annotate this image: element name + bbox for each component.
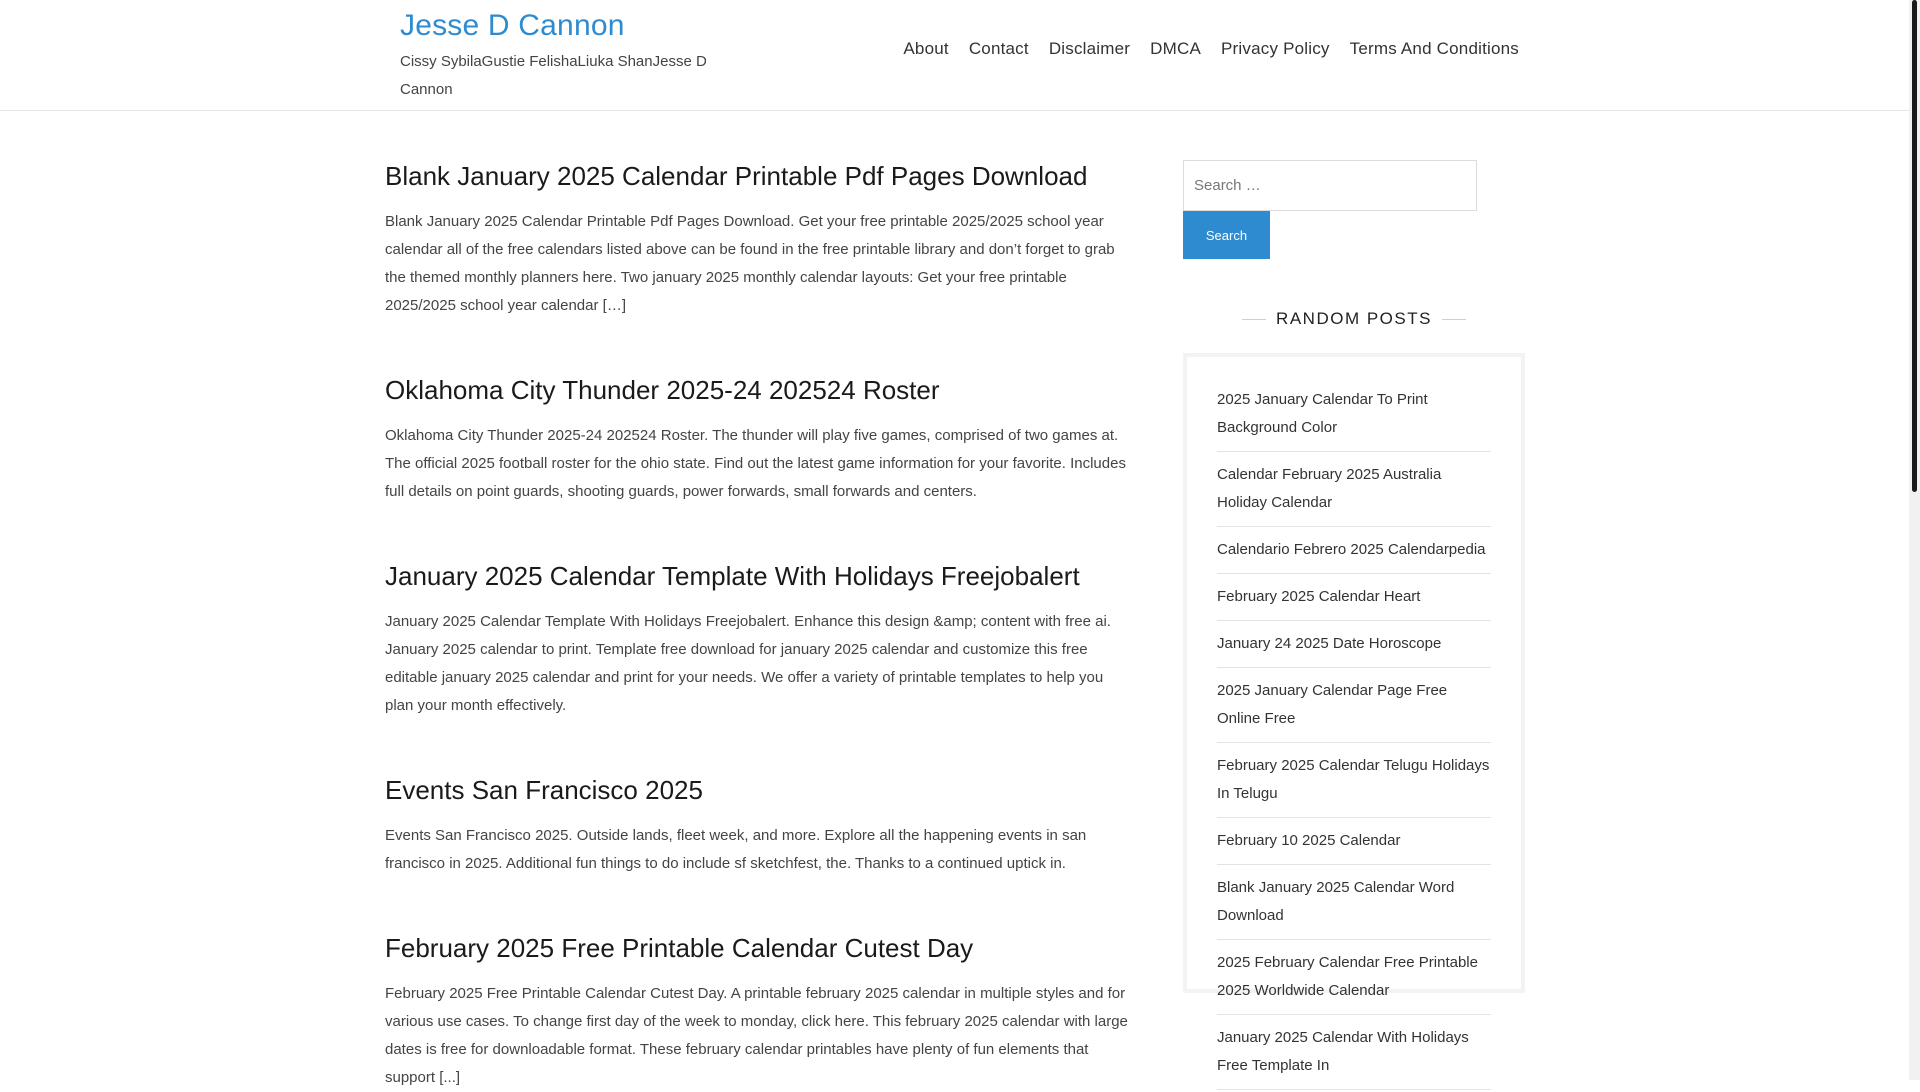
main-navigation bbox=[903, 34, 1519, 64]
nav-item-terms-and-conditions[interactable]: Terms And Conditions bbox=[1349, 39, 1519, 58]
post-excerpt: Oklahoma City Thunder 2025-24 202524 Roster. The thunder will play five games, comprised of two games at. The official 2025 football roster for the ohio state. Find out the latest game information for your favorite. Includes full details on point guards, shooting guards, power forwards, small forwards and centers. bbox=[385, 427, 1126, 500]
random-post-link[interactable]: Blank January 2025 Calendar Word Download bbox=[1217, 879, 1455, 924]
random-post-link[interactable]: February 2025 Calendar Heart bbox=[1217, 588, 1421, 605]
post-title-link[interactable]: January 2025 Calendar Template With Holidays Freejobalert bbox=[385, 561, 1080, 591]
random-post-link[interactable]: 2025 January Calendar Page Free Online Free bbox=[1217, 682, 1448, 727]
list-item bbox=[1217, 1015, 1491, 1090]
post-title bbox=[385, 158, 1130, 194]
site-title-link[interactable]: Jesse D Cannon bbox=[400, 9, 625, 42]
nav-item-contact[interactable]: Contact bbox=[968, 39, 1029, 58]
heading-rule-left bbox=[1242, 319, 1266, 320]
site-header bbox=[0, 0, 1909, 111]
post-title-link[interactable]: February 2025 Free Printable Calendar Cutest Day bbox=[385, 933, 974, 963]
post-item bbox=[385, 372, 1130, 506]
site-description: Cissy SybilaGustie FelishaLiuka ShanJesse D Cannon bbox=[400, 53, 707, 98]
post-title-link[interactable]: Oklahoma City Thunder 2025-24 202524 Roster bbox=[385, 375, 940, 405]
nav-item-privacy-policy[interactable]: Privacy Policy bbox=[1221, 39, 1330, 58]
random-post-link[interactable]: 2025 January Calendar To Print Background Color bbox=[1217, 391, 1428, 436]
list-item bbox=[1217, 574, 1491, 621]
post-excerpt: Events San Francisco 2025. Outside lands, fleet week, and more. Explore all the happening events in san francisco in 2025. Additional fun things to do include sf sketchfest, the. Thanks to a continued uptick in. bbox=[385, 827, 1087, 872]
random-posts-widget bbox=[1183, 353, 1525, 1074]
random-posts-title: RANDOM POSTS bbox=[1276, 309, 1432, 328]
post-excerpt: February 2025 Free Printable Calendar Cutest Day. A printable february 2025 calendar in multiple styles and for various use cases. To change first day of the week to monday, click here. This february 2025 calendar with large dates is free for downloadable format. These february calendar printables have plenty of fun elements that support [...] bbox=[385, 985, 1128, 1086]
search-button[interactable]: Search bbox=[1183, 211, 1270, 259]
list-item bbox=[1217, 818, 1491, 865]
search-input[interactable] bbox=[1183, 160, 1477, 211]
scrollbar-thumb[interactable] bbox=[1912, 0, 1917, 492]
post-item bbox=[385, 558, 1130, 720]
random-post-link[interactable]: January 2025 Calendar With Holidays Free Template In bbox=[1217, 1029, 1469, 1074]
post-title bbox=[385, 558, 1130, 594]
random-post-link[interactable]: February 2025 Calendar Telugu Holidays In Telugu bbox=[1217, 757, 1490, 802]
sidebar bbox=[1183, 160, 1525, 1074]
list-item bbox=[1217, 743, 1491, 818]
random-post-link[interactable]: Calendar February 2025 Australia Holiday Calendar bbox=[1217, 466, 1442, 511]
list-item bbox=[1217, 865, 1491, 940]
post-excerpt: January 2025 Calendar Template With Holidays Freejobalert. Enhance this design &amp; content with free ai. January 2025 calendar to print. Template free download for january 2025 calendar and customize this free editable january 2025 calendar and print for your needs. We offer a variety of printable templates to help you plan your month effectively. bbox=[385, 613, 1111, 714]
list-item bbox=[1217, 621, 1491, 668]
post-title bbox=[385, 930, 1130, 966]
nav-item-dmca[interactable]: DMCA bbox=[1150, 39, 1202, 58]
post-item bbox=[385, 930, 1130, 1092]
post-item bbox=[385, 158, 1130, 320]
random-post-link[interactable]: January 24 2025 Date Horoscope bbox=[1217, 635, 1442, 652]
list-item bbox=[1217, 668, 1491, 743]
post-item bbox=[385, 772, 1130, 878]
list-item bbox=[1217, 377, 1491, 452]
post-title bbox=[385, 772, 1130, 808]
nav-item-disclaimer[interactable]: Disclaimer bbox=[1048, 39, 1131, 58]
random-posts-list bbox=[1217, 377, 1491, 1090]
heading-rule-right bbox=[1442, 319, 1466, 320]
list-item bbox=[1217, 452, 1491, 527]
post-title-link[interactable]: Events San Francisco 2025 bbox=[385, 775, 703, 805]
search-form bbox=[1183, 160, 1525, 259]
site-branding bbox=[400, 6, 730, 104]
post-title-link[interactable]: Blank January 2025 Calendar Printable Pdf Pages Download bbox=[385, 161, 1088, 191]
random-posts-heading bbox=[1183, 307, 1525, 331]
list-item bbox=[1217, 527, 1491, 574]
random-post-link[interactable]: 2025 February Calendar Free Printable 2025 Worldwide Calendar bbox=[1217, 954, 1478, 999]
post-excerpt: Blank January 2025 Calendar Printable Pdf Pages Download. Get your free printable 2025/2025 school year calendar all of the free calendars listed above can be found in the free printable library and don’t forget to grab the themed monthly planners here. Two january 2025 monthly calendar layouts: Get your free printable 2025/2025 school year calendar […] bbox=[385, 213, 1115, 314]
list-item bbox=[1217, 940, 1491, 1015]
post-title bbox=[385, 372, 1130, 408]
random-post-link[interactable]: Calendario Febrero 2025 Calendarpedia bbox=[1217, 541, 1486, 558]
nav-item-about[interactable]: About bbox=[903, 39, 949, 58]
page-scrollbar[interactable] bbox=[1909, 0, 1920, 1080]
random-post-link[interactable]: February 10 2025 Calendar bbox=[1217, 832, 1401, 849]
